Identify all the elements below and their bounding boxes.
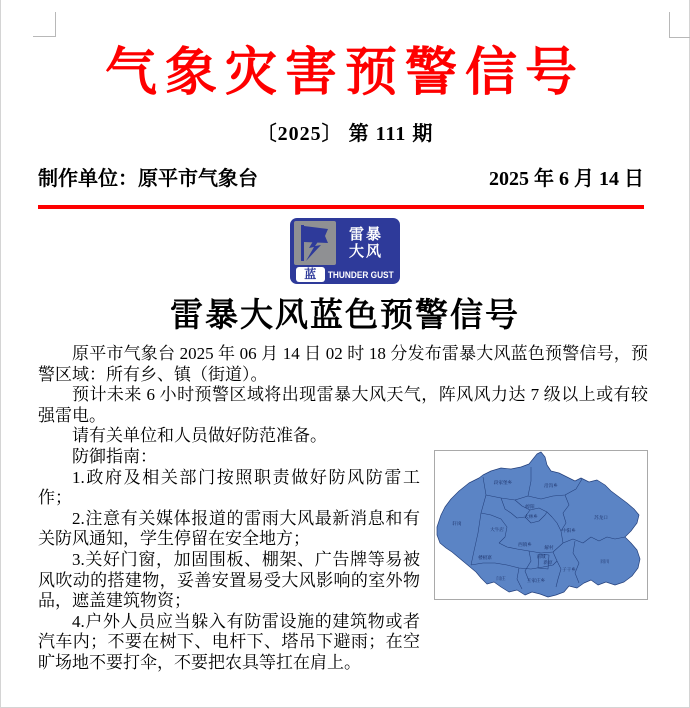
body-paragraph: 预计未来 6 小时预警区域将出现雷暴大风天气，阵风风力达 7 级以上或有较强雷电。	[38, 385, 648, 425]
map-region-label: 楼板寨	[478, 556, 492, 562]
map-region-label: 王家庄乡	[526, 579, 546, 585]
margin-crop-mark-top-left	[33, 12, 56, 37]
map-region-label: 崞阳	[525, 505, 535, 511]
map-region-label: 闫庄	[496, 577, 506, 583]
warning-heading: 雷暴大风蓝色预警信号	[170, 298, 520, 334]
guide-title: 防御指南：	[72, 446, 157, 466]
badge-type-line2: 大风	[348, 243, 383, 260]
region-map-frame	[434, 450, 648, 600]
map-region-label: 段家堡乡	[493, 481, 513, 487]
map-region-label: 子干乡	[562, 568, 576, 574]
body-paragraph: 请有关单位和人员做好防范准备。	[72, 426, 327, 446]
flag-lightning-icon	[294, 221, 336, 265]
header-divider-rule	[38, 205, 644, 209]
map-region-label: 同川	[600, 560, 610, 566]
page-edge-left	[0, 0, 1, 708]
body-paragraph: 原平市气象台 2025 年 06 月 14 日 02 时 18 分发布雷暴大风蓝色预警信号，预警区域：所有乡、镇（街道）。	[38, 344, 648, 384]
warning-body	[38, 344, 648, 674]
guideline-item: 4.户外人员应当躲入有防雷设施的建筑物或者汽车内；不要在树下、电杆下、塔吊下避雨；在空旷场地不要打伞，不要把农具等扛在肩上。	[38, 611, 420, 672]
map-region-label: 轩岗	[452, 522, 462, 528]
margin-crop-mark-top-right	[669, 12, 690, 38]
map-region-label: 大牛店	[490, 528, 504, 534]
thunder-gust-warning-badge	[290, 218, 400, 284]
issue-number: 〔2025〕 第 111 期	[256, 123, 434, 145]
masthead	[0, 0, 690, 147]
yuanping-district-map	[435, 451, 647, 599]
map-region-label: 解村	[544, 546, 554, 552]
map-region-label: 新原	[543, 561, 553, 567]
map-region-label: 南城	[536, 555, 546, 561]
region-map-container	[430, 450, 648, 600]
producer-row	[38, 167, 644, 192]
badge-type-english: THUNDER GUST	[327, 269, 394, 280]
map-region-label: 沿沟乡	[544, 484, 558, 490]
map-region-label: 中阳乡	[562, 529, 576, 535]
issue-date: 2025 年 6 月 14 日	[489, 168, 644, 190]
document-title: 气象灾害预警信号	[104, 45, 585, 102]
guideline-item: 1.政府及相关部门按照职责做好防风防雷工作；	[38, 467, 420, 508]
map-region-label: 苏龙口	[594, 516, 608, 522]
map-region-label: 大林乡	[524, 515, 538, 521]
badge-level-blue: 蓝	[296, 267, 325, 282]
guideline-item: 3.关好门窗，加固围板、棚架、广告牌等易被风吹动的搭建物，妥善安置易受大风影响的室外物品，遮盖建筑物资；	[38, 549, 420, 611]
badge-type-line1: 雷暴	[348, 226, 383, 243]
producer-unit: 制作单位：原平市气象台	[38, 168, 258, 190]
guideline-item: 2.注意有关媒体报道的雷雨大风最新消息和有关防风通知，学生停留在安全地方；	[38, 508, 420, 549]
map-region-label: 西镇乡	[518, 543, 532, 549]
